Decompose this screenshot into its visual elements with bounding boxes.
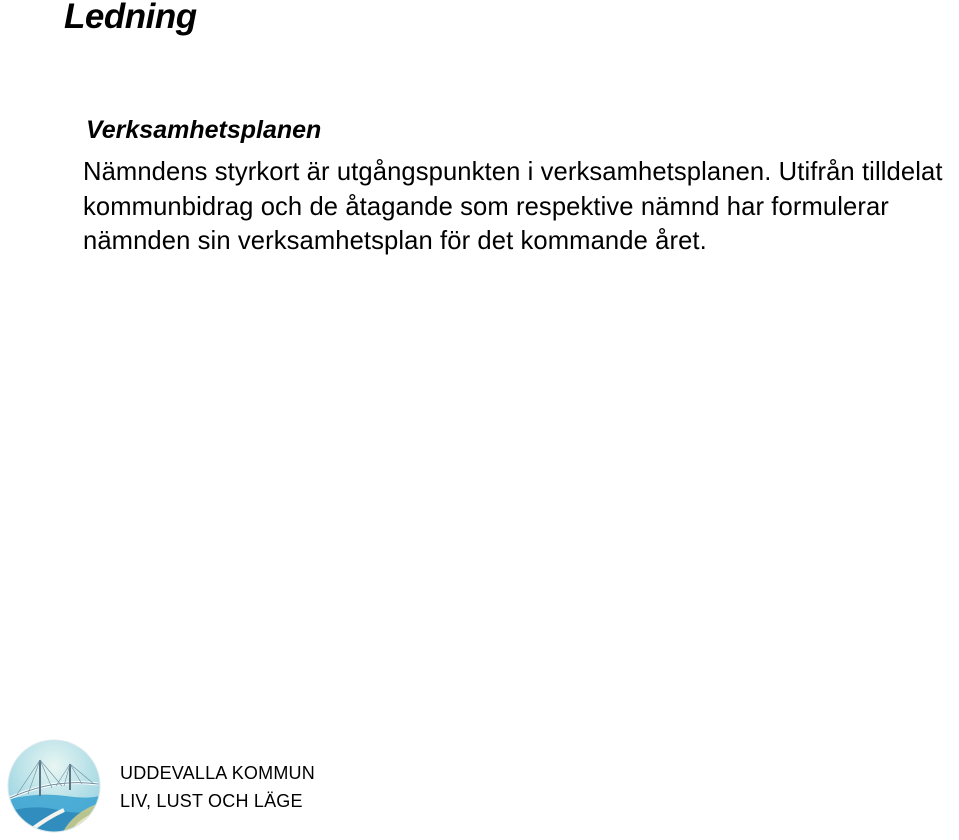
organization-name: UDDEVALLA KOMMUN	[120, 763, 315, 783]
bridge-watercolor-logo-icon	[6, 738, 102, 834]
organization-slogan: LIV, LUST OCH LÄGE	[120, 791, 303, 811]
footer	[6, 738, 406, 834]
section-heading: Verksamhetsplanen	[86, 116, 322, 144]
slide-title: Ledning	[64, 0, 197, 36]
body-paragraph: Nämndens styrkort är utgångspunkten i verksamhetsplanen. Utifrån tilldelat kommunbidrag och de åtagande som respektive nämnd har formulerar nämnden sin verksamhetsplan för det kommande året.	[83, 158, 943, 255]
